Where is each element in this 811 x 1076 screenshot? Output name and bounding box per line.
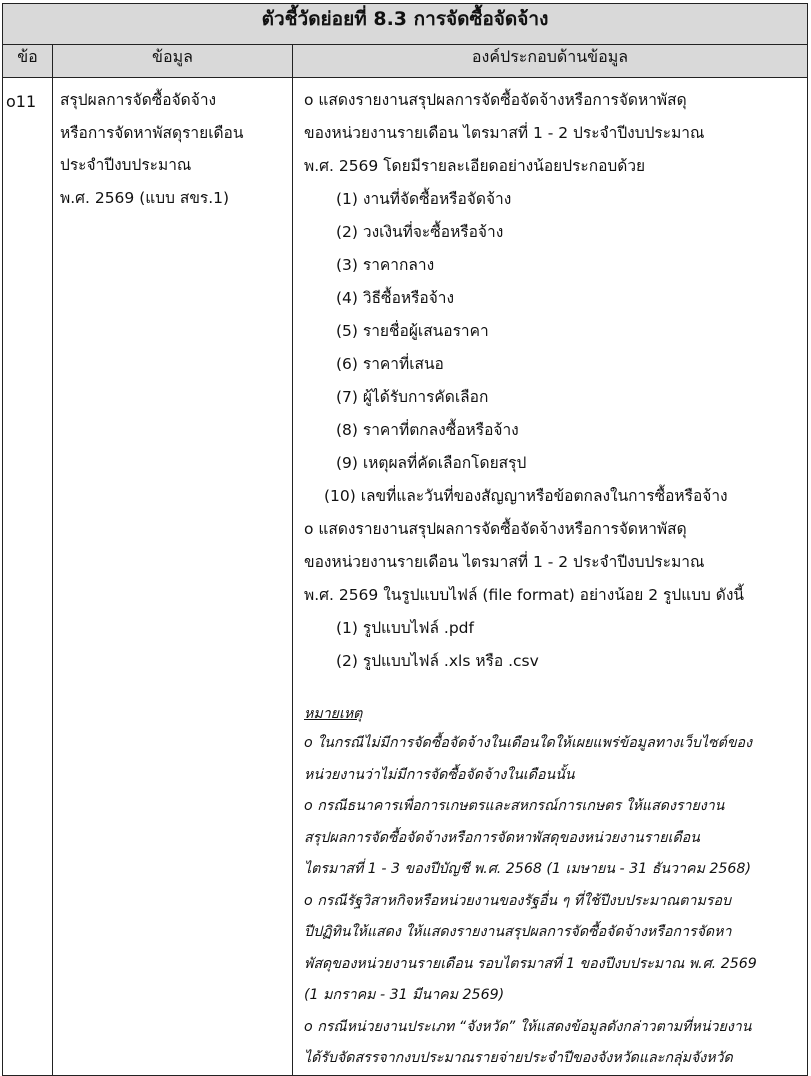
block1-line: o แสดงรายงานสรุปผลการจัดซื้อจัดจ้างหรือการจัดหาพัสดุ xyxy=(304,91,687,109)
block1-item: (4) วิธีซื้อหรือจ้าง xyxy=(336,289,455,307)
info-line: สรุปผลการจัดซื้อจัดจ้าง xyxy=(60,91,217,109)
note-line: หน่วยงานว่าไม่มีการจัดซื้อจัดจ้างในเดือนนั้น xyxy=(304,766,575,783)
spacer xyxy=(304,678,803,700)
note-line: o กรณีธนาคารเพื่อการเกษตรและสหกรณ์การเกษตร ให้แสดงรายงาน xyxy=(304,798,725,814)
header-info: ข้อมูล xyxy=(53,45,293,78)
info-line: ประจำปีงบประมาณ xyxy=(60,156,192,174)
indicator-table xyxy=(2,3,808,1076)
block2-item: (1) รูปแบบไฟล์ .pdf xyxy=(336,619,474,637)
block1-item: (5) รายชื่อผู้เสนอราคา xyxy=(336,322,489,340)
block1-item: (10) เลขที่และวันที่ของสัญญาหรือข้อตกลงในการซื้อหรือจ้าง xyxy=(324,487,728,505)
info-line: พ.ศ. 2569 (แบบ สขร.1) xyxy=(60,188,230,207)
block1-item: (3) ราคากลาง xyxy=(336,256,435,274)
info-cell xyxy=(53,78,293,1076)
block2-line: พ.ศ. 2569 ในรูปแบบไฟล์ (file format) อย่างน้อย 2 รูปแบบ ดังนี้ xyxy=(304,586,745,604)
item-number: o11 xyxy=(3,78,53,1076)
block1-item: (6) ราคาที่เสนอ xyxy=(336,355,444,373)
note-line: o กรณีหน่วยงานประเภท “จังหวัด” ให้แสดงข้อมูลดังกล่าวตามที่หน่วยงาน xyxy=(304,1018,752,1035)
table-row xyxy=(3,78,808,1076)
header-components: องค์ประกอบด้านข้อมูล xyxy=(293,45,808,78)
info-line: หรือการจัดหาพัสดุรายเดือน xyxy=(60,123,244,142)
note-line: ไตรมาสที่ 1 - 3 ของปีบัญชี พ.ศ. 2568 (1 เมษายน - 31 ธันวาคม 2568) xyxy=(304,861,751,877)
table-title-row xyxy=(3,4,808,45)
note-line: ปีปฏิทินให้แสดง ให้แสดงรายงานสรุปผลการจัดซื้อจัดจ้างหรือการจัดหา xyxy=(304,924,732,940)
block2-line: ของหน่วยงานรายเดือน ไตรมาสที่ 1 - 2 ประจำปีงบประมาณ xyxy=(304,553,705,571)
block1-line: ของหน่วยงานรายเดือน ไตรมาสที่ 1 - 2 ประจำปีงบประมาณ xyxy=(304,124,705,142)
components-cell xyxy=(293,78,808,1076)
block1-item: (7) ผู้ได้รับการคัดเลือก xyxy=(336,388,489,406)
block1-item: (1) งานที่จัดซื้อหรือจัดจ้าง xyxy=(336,190,512,208)
note-line: พัสดุของหน่วยงานรายเดือน รอบไตรมาสที่ 1 ของปีงบประมาณ พ.ศ. 2569 xyxy=(304,955,757,972)
block1-item: (9) เหตุผลที่คัดเลือกโดยสรุป xyxy=(336,454,527,472)
table-title: ตัวชี้วัดย่อยที่ 8.3 การจัดซื้อจัดจ้าง xyxy=(3,4,808,45)
block2-item: (2) รูปแบบไฟล์ .xls หรือ .csv xyxy=(336,652,539,670)
block1-item: (8) ราคาที่ตกลงซื้อหรือจ้าง xyxy=(336,421,519,439)
note-line: o กรณีรัฐวิสาหกิจหรือหน่วยงานของรัฐอื่น ๆ ที่ใช้ปีงบประมาณตามรอบ xyxy=(304,892,731,909)
note-heading: หมายเหตุ xyxy=(304,706,363,722)
note-line: สรุปผลการจัดซื้อจัดจ้างหรือการจัดหาพัสดุของหน่วยงานรายเดือน xyxy=(304,829,700,846)
block2-line: o แสดงรายงานสรุปผลการจัดซื้อจัดจ้างหรือการจัดหาพัสดุ xyxy=(304,520,687,538)
note-line: (1 มกราคม - 31 มีนาคม 2569) xyxy=(304,987,505,1003)
block1-item: (2) วงเงินที่จะซื้อหรือจ้าง xyxy=(336,223,504,241)
block1-line: พ.ศ. 2569 โดยมีรายละเอียดอย่างน้อยประกอบด้วย xyxy=(304,157,646,175)
note-line: ได้รับจัดสรรจากงบประมาณรายจ่ายประจำปีของจังหวัดและกลุ่มจังหวัด xyxy=(304,1050,733,1066)
header-no: ข้อ xyxy=(3,45,53,78)
table-header-row xyxy=(3,45,808,78)
note-line: o ในกรณีไม่มีการจัดซื้อจัดจ้างในเดือนใดให้เผยแพร่ข้อมูลทางเว็บไซต์ของ xyxy=(304,735,752,751)
